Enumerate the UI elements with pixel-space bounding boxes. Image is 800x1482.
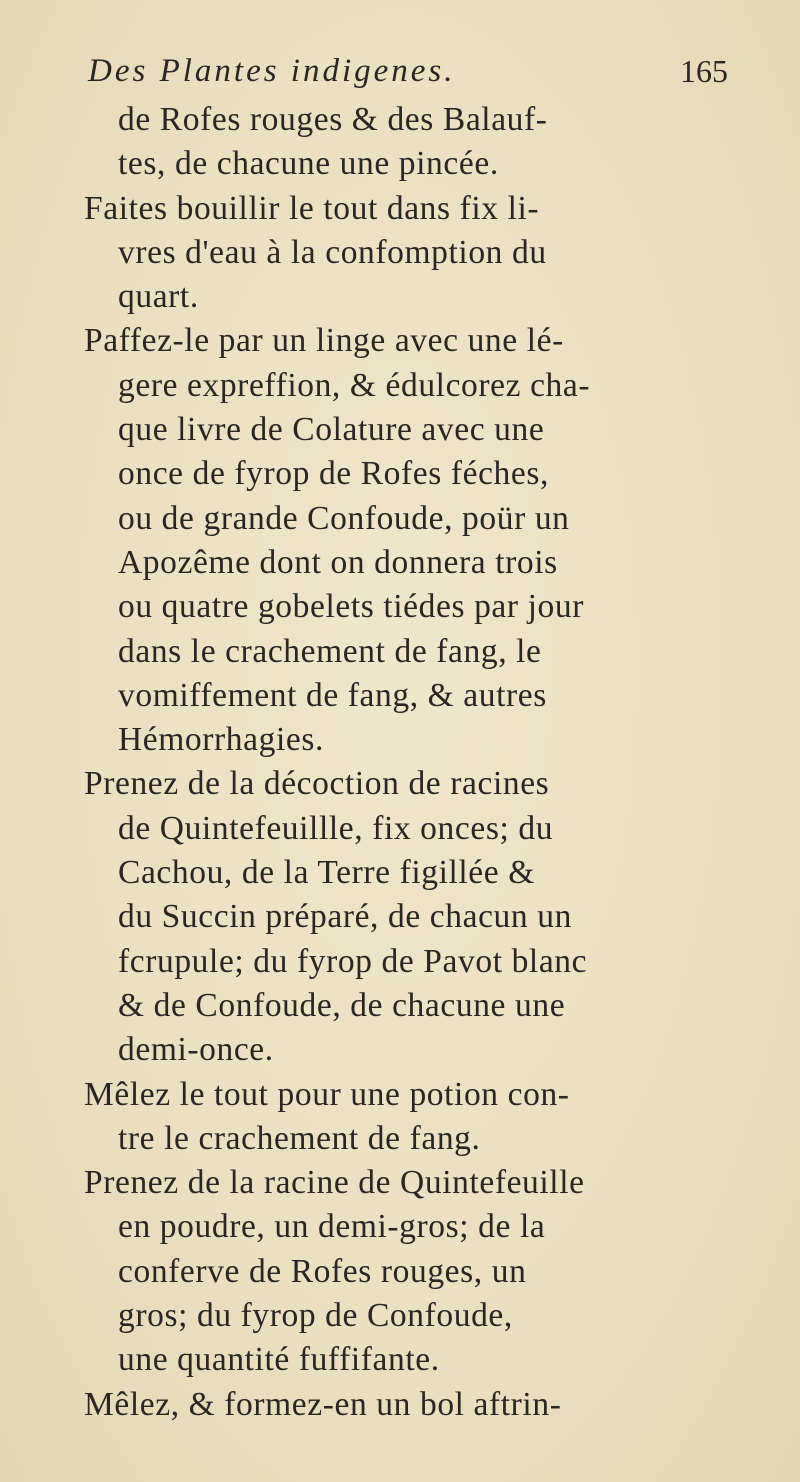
text-line: conferve de Rofes rouges, un	[118, 1252, 527, 1290]
text-line: Prenez de la décoction de racines	[84, 765, 550, 803]
text-line: Apozême dont on donnera trois	[118, 543, 558, 581]
text-line: ou quatre gobelets tiédes par jour	[118, 588, 584, 626]
text-line: Hémorrhagies.	[118, 721, 324, 759]
text-line: once de fyrop de Rofes féches,	[118, 455, 549, 493]
text-line: dans le crachement de fang, le	[118, 632, 542, 670]
text-line: vres d'eau à la confomption du	[118, 233, 547, 271]
page-number: 165	[680, 53, 728, 89]
text-line: quart.	[118, 278, 199, 316]
text-line: du Succin préparé, de chacun un	[118, 898, 572, 936]
text-line: une quantité fuffifante.	[118, 1341, 440, 1379]
text-line: de Rofes rouges & des Balauf-	[118, 101, 548, 138]
text-line: en poudre, un demi-gros; de la	[118, 1208, 546, 1246]
text-line: demi-once.	[118, 1031, 274, 1069]
text-line: gere expreffion, & édulcorez cha-	[118, 366, 591, 404]
text-line: & de Confoude, de chacune une	[118, 986, 566, 1024]
text-line: ou de grande Confoude, poür un	[118, 499, 570, 537]
text-line: de Quintefeuillle, fix onces; du	[118, 809, 554, 847]
text-line: tre le crachement de fang.	[118, 1119, 481, 1157]
body-text	[84, 98, 734, 1427]
text-line: que livre de Colature avec une	[118, 411, 545, 449]
text-line: Cachou, de la Terre figillée &	[118, 854, 535, 892]
text-line: Mêlez, & formez-en un bol aftrin-	[84, 1385, 562, 1423]
text-line: Prenez de la racine de Quintefeuille	[84, 1164, 585, 1202]
text-line: Faites bouillir le tout dans fix li-	[84, 189, 540, 227]
text-line: Paffez-le par un linge avec une lé-	[84, 322, 564, 360]
text-line: gros; du fyrop de Confoude,	[118, 1297, 513, 1335]
text-line: vomiffement de fang, & autres	[118, 676, 547, 714]
text-line: Mêlez le tout pour une potion con-	[84, 1075, 570, 1113]
text-line: tes, de chacune une pincée.	[118, 145, 499, 183]
text-line: fcrupule; du fyrop de Pavot blanc	[118, 942, 588, 980]
page-header	[88, 48, 728, 94]
running-title: Des Plantes indigenes.	[88, 53, 456, 89]
